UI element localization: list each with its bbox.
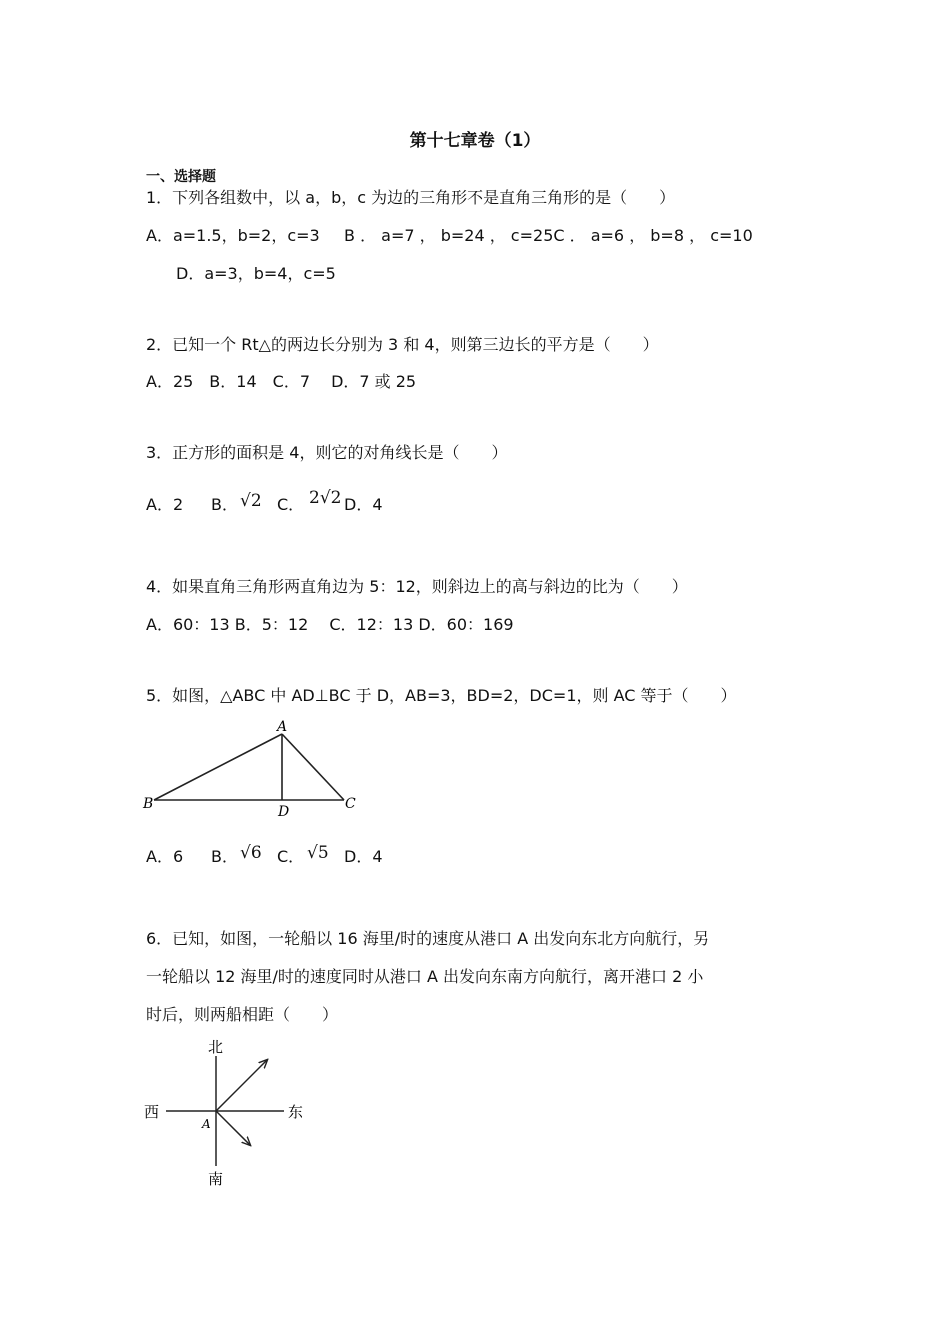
q6-stem-line2: 一轮船以 12 海里/时的速度同时从港口 A 出发向东南方向航行，离开港口 2 小 bbox=[146, 967, 704, 986]
q1-option-d: D．a=3，b=4，c=5 bbox=[176, 264, 336, 283]
q5-option-d: D．4 bbox=[344, 847, 383, 866]
q3-option-d: D．4 bbox=[344, 495, 383, 514]
northeast-arrow bbox=[216, 1060, 267, 1111]
q5-option-c-sqrt: √5 bbox=[307, 843, 329, 863]
q3-option-c-sqrt: 2√2 bbox=[309, 488, 342, 508]
q3-option-c: C． bbox=[277, 495, 305, 514]
label-b: B bbox=[143, 796, 154, 812]
q1-option-a: A．a=1.5，b=2，c=3 bbox=[146, 226, 320, 245]
section-heading: 一、选择题 bbox=[146, 169, 216, 185]
q3-stem: 3．正方形的面积是 4，则它的对角线长是（ ） bbox=[146, 443, 508, 462]
label-d: D bbox=[278, 804, 290, 820]
q5-option-c: C． bbox=[277, 847, 305, 866]
compass-figure bbox=[140, 1030, 320, 1190]
label-c: C bbox=[345, 796, 356, 812]
q6-stem-line1: 6．已知，如图，一轮船以 16 海里/时的速度从港口 A 出发向东北方向航行，另 bbox=[146, 929, 710, 948]
label-a: A bbox=[277, 719, 288, 735]
label-south: 南 bbox=[208, 1170, 224, 1188]
q3-option-a: A．2 bbox=[146, 495, 184, 514]
southeast-arrow bbox=[216, 1111, 250, 1145]
q5-option-b-sqrt: √6 bbox=[240, 843, 262, 863]
page-title: 第十七章卷（1） bbox=[409, 131, 541, 151]
label-east: 东 bbox=[288, 1103, 304, 1121]
label-north: 北 bbox=[208, 1038, 224, 1056]
q2-stem: 2．已知一个 Rt△的两边长分别为 3 和 4，则第三边长的平方是（ ） bbox=[146, 335, 659, 354]
q3-option-b: B． bbox=[211, 495, 238, 514]
q1-stem: 1．下列各组数中，以 a，b，c 为边的三角形不是直角三角形的是（ ） bbox=[146, 188, 676, 207]
q2-options: A．25 B．14 C．7 D．7 或 25 bbox=[146, 372, 417, 391]
q5-option-b: B． bbox=[211, 847, 238, 866]
q4-options: A．60：13 B．5：12 C．12：13 D．60：169 bbox=[146, 615, 514, 634]
label-origin-a: A bbox=[202, 1117, 211, 1131]
q3-option-b-sqrt: √2 bbox=[240, 491, 262, 511]
q6-stem-line3: 时后，则两船相距（ ） bbox=[146, 1005, 339, 1024]
q4-stem: 4．如果直角三角形两直角边为 5：12，则斜边上的高与斜边的比为（ ） bbox=[146, 577, 688, 596]
segment-ab bbox=[154, 734, 282, 800]
triangle-figure bbox=[140, 716, 370, 826]
q1-option-b-c: B ． a=7 ， b=24 ， c=25C ． a=6 ， b=8 ， c=10 bbox=[344, 226, 753, 245]
label-west: 西 bbox=[144, 1103, 160, 1121]
q5-stem: 5．如图，△ABC 中 AD⊥BC 于 D，AB=3，BD=2，DC=1，则 AC 等于（ ） bbox=[146, 686, 737, 705]
segment-ac bbox=[282, 734, 344, 800]
q5-option-a: A．6 bbox=[146, 847, 184, 866]
